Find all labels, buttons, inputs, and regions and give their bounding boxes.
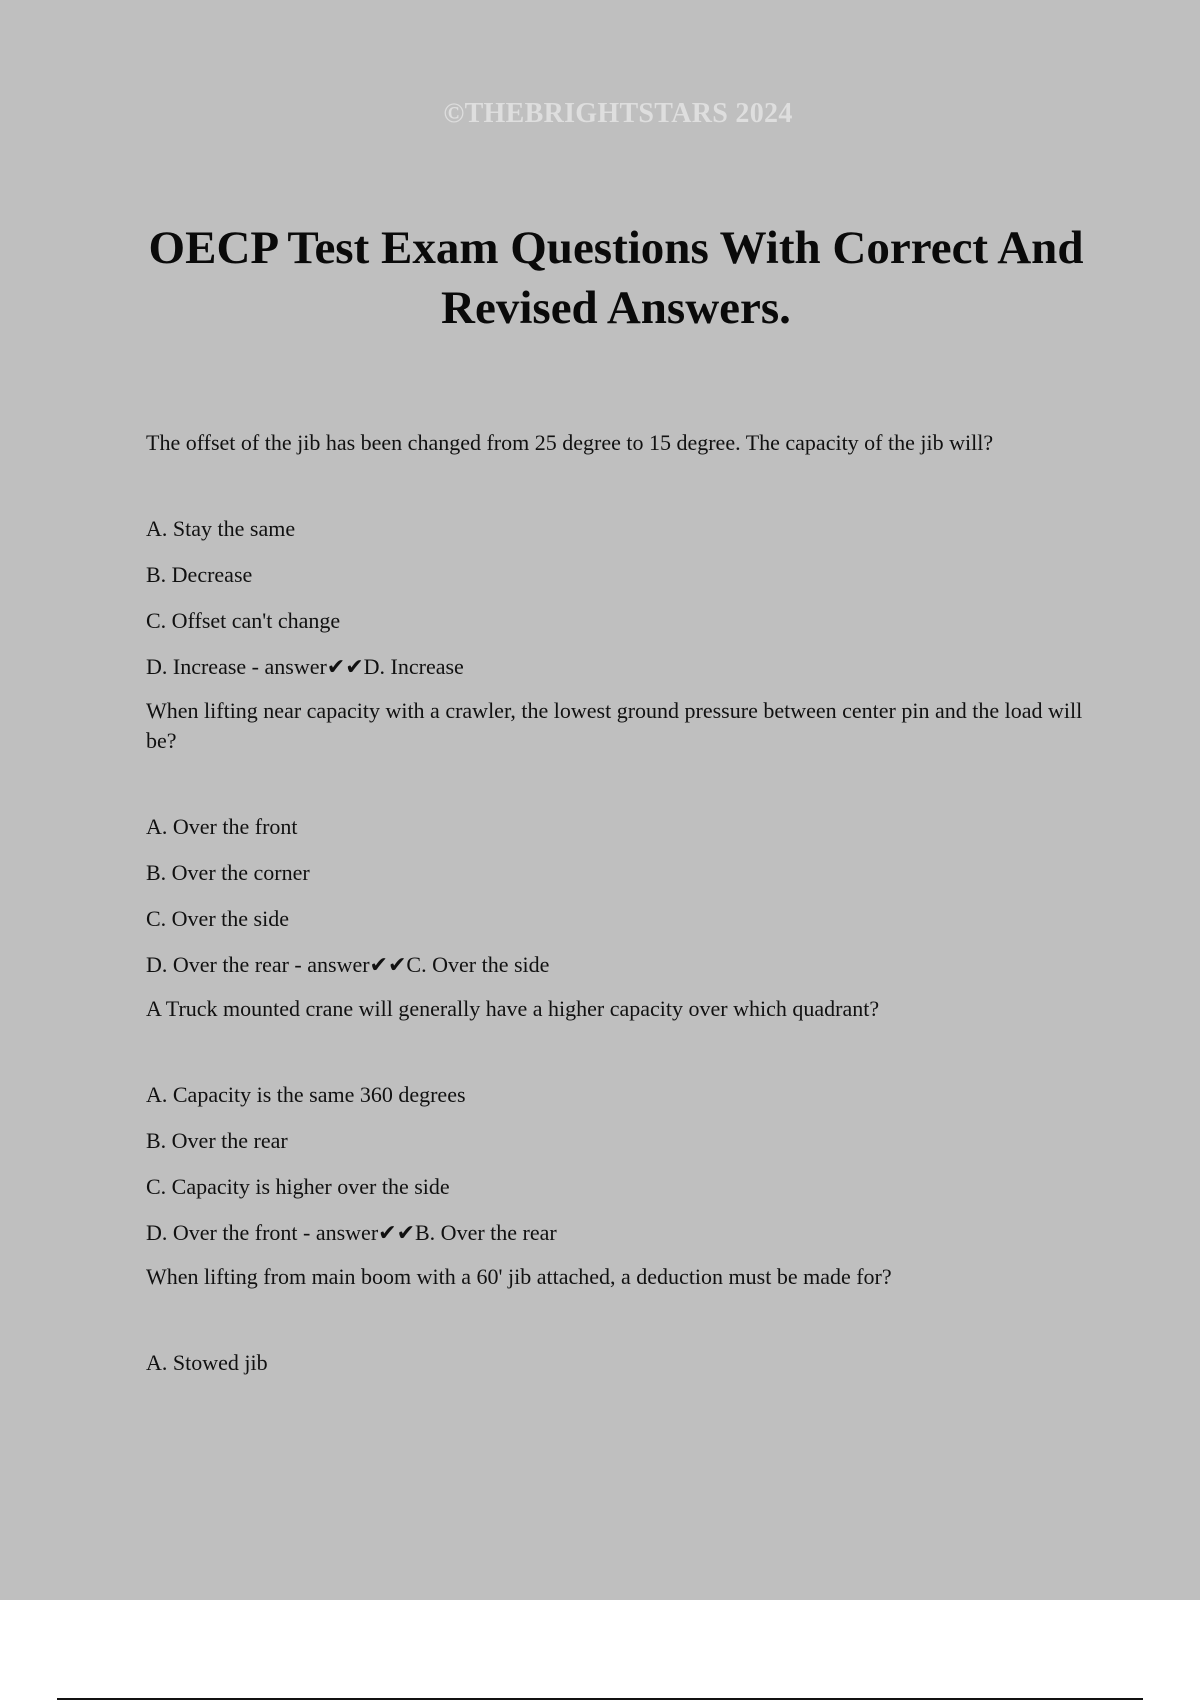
question-block-3 [146,994,1096,1248]
document-title: OECP Test Exam Questions With Correct And Revised Answers. [148,222,1084,334]
option-a: A. Capacity is the same 360 degrees [146,1082,466,1107]
option-a: A. Stowed jib [146,1350,268,1375]
option-d-with-answer: D. Over the rear - answer✔✔C. Over the side [146,952,550,977]
option-c: C. Over the side [146,906,289,931]
question-text: When lifting from main boom with a 60' jib attached, a deduction must be made for? [146,1264,892,1289]
option-b: B. Decrease [146,562,253,587]
option-a: A. Stay the same [146,516,296,541]
option-d-with-answer: D. Over the front - answer✔✔B. Over the rear [146,1220,557,1245]
option-b: B. Over the corner [146,860,310,885]
question-block-4 [146,1262,1096,1378]
question-text: The offset of the jib has been changed from 25 degree to 15 degree. The capacity of the jib will? [146,430,994,455]
option-d-with-answer: D. Increase - answer✔✔D. Increase [146,654,464,679]
option-c: C. Capacity is higher over the side [146,1174,450,1199]
option-a: A. Over the front [146,814,298,839]
option-c: C. Offset can't change [146,608,341,633]
question-list [146,428,1096,1394]
question-block-2 [146,696,1096,980]
option-b: B. Over the rear [146,1128,288,1153]
question-text: A Truck mounted crane will generally have a higher capacity over which quadrant? [146,996,880,1021]
question-block-1 [146,428,1096,682]
question-text: When lifting near capacity with a crawler, the lowest ground pressure between center pin and the load will be? [146,698,1083,753]
copyright-watermark: ©THEBRIGHTSTARS 2024 [443,98,793,129]
